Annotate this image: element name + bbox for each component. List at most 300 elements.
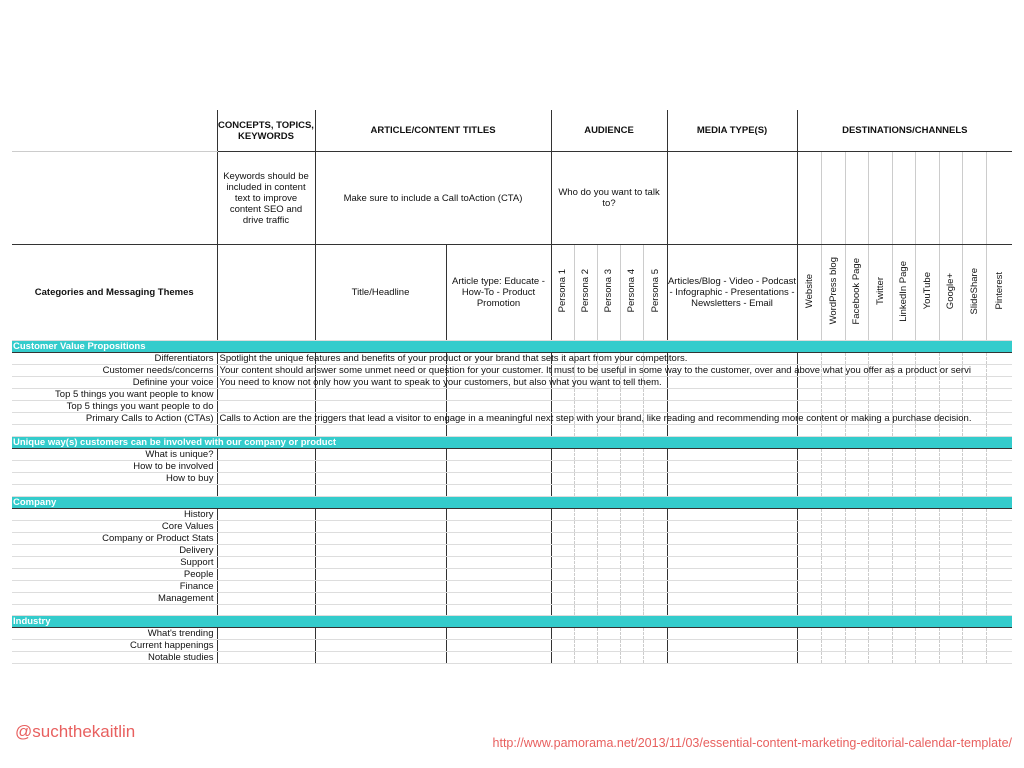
- sheet-cell[interactable]: [315, 628, 446, 640]
- sheet-cell[interactable]: [446, 448, 551, 460]
- sheet-cell[interactable]: [620, 532, 643, 544]
- sheet-cell[interactable]: [939, 389, 962, 401]
- sheet-cell[interactable]: [620, 460, 643, 472]
- sheet-cell[interactable]: [821, 532, 845, 544]
- sheet-cell[interactable]: [620, 472, 643, 484]
- sheet-cell[interactable]: [797, 460, 821, 472]
- sheet-cell[interactable]: [962, 508, 986, 520]
- sheet-cell[interactable]: [446, 401, 551, 413]
- sheet-cell[interactable]: [962, 568, 986, 580]
- sheet-cell[interactable]: [845, 389, 868, 401]
- sheet-cell[interactable]: [986, 580, 1012, 592]
- sheet-cell[interactable]: [939, 425, 962, 437]
- sheet-cell[interactable]: [597, 532, 620, 544]
- sheet-cell[interactable]: [939, 353, 962, 365]
- sheet-cell[interactable]: [574, 604, 597, 616]
- sheet-cell[interactable]: [939, 556, 962, 568]
- sheet-cell[interactable]: [986, 604, 1012, 616]
- sheet-cell[interactable]: [667, 640, 797, 652]
- sheet-cell[interactable]: [845, 401, 868, 413]
- sheet-cell[interactable]: [551, 568, 574, 580]
- sheet-cell[interactable]: [986, 568, 1012, 580]
- sheet-cell[interactable]: [551, 460, 574, 472]
- sheet-cell[interactable]: [597, 484, 620, 496]
- sheet-cell[interactable]: [643, 508, 667, 520]
- sheet-cell[interactable]: [892, 508, 915, 520]
- sheet-cell[interactable]: [597, 640, 620, 652]
- sheet-cell[interactable]: [446, 556, 551, 568]
- sheet-cell[interactable]: [597, 556, 620, 568]
- sheet-cell[interactable]: [446, 640, 551, 652]
- sheet-cell[interactable]: [821, 604, 845, 616]
- sheet-cell[interactable]: [845, 484, 868, 496]
- sheet-cell[interactable]: [939, 484, 962, 496]
- sheet-cell[interactable]: [892, 377, 915, 389]
- sheet-cell[interactable]: [915, 592, 939, 604]
- sheet-cell[interactable]: [915, 652, 939, 664]
- sheet-cell[interactable]: [620, 389, 643, 401]
- sheet-cell[interactable]: [962, 556, 986, 568]
- sheet-cell[interactable]: [574, 448, 597, 460]
- sheet-cell[interactable]: [551, 389, 574, 401]
- sheet-cell[interactable]: [892, 652, 915, 664]
- sheet-cell[interactable]: [667, 544, 797, 556]
- sheet-cell[interactable]: [915, 628, 939, 640]
- sheet-cell[interactable]: [551, 652, 574, 664]
- sheet-cell[interactable]: [797, 604, 821, 616]
- sheet-cell[interactable]: [962, 448, 986, 460]
- sheet-cell[interactable]: [821, 401, 845, 413]
- sheet-cell[interactable]: [868, 377, 892, 389]
- sheet-cell[interactable]: [892, 532, 915, 544]
- sheet-cell[interactable]: [821, 652, 845, 664]
- sheet-cell[interactable]: [845, 592, 868, 604]
- sheet-cell[interactable]: [551, 544, 574, 556]
- sheet-cell[interactable]: [845, 604, 868, 616]
- sheet-cell[interactable]: [574, 628, 597, 640]
- sheet-cell[interactable]: [986, 389, 1012, 401]
- sheet-cell[interactable]: [962, 353, 986, 365]
- sheet-cell[interactable]: [315, 652, 446, 664]
- concept-cell[interactable]: [217, 568, 315, 580]
- sheet-cell[interactable]: [915, 556, 939, 568]
- sheet-cell[interactable]: [315, 532, 446, 544]
- sheet-cell[interactable]: [620, 508, 643, 520]
- sheet-cell[interactable]: [446, 460, 551, 472]
- sheet-cell[interactable]: [868, 592, 892, 604]
- sheet-cell[interactable]: [315, 604, 446, 616]
- sheet-cell[interactable]: [868, 353, 892, 365]
- sheet-cell[interactable]: [845, 472, 868, 484]
- sheet-cell[interactable]: [962, 425, 986, 437]
- sheet-cell[interactable]: [892, 556, 915, 568]
- sheet-cell[interactable]: [667, 472, 797, 484]
- sheet-cell[interactable]: [939, 520, 962, 532]
- sheet-cell[interactable]: [986, 508, 1012, 520]
- sheet-cell[interactable]: [892, 448, 915, 460]
- sheet-cell[interactable]: [667, 520, 797, 532]
- sheet-cell[interactable]: [915, 484, 939, 496]
- sheet-cell[interactable]: [915, 353, 939, 365]
- concept-cell[interactable]: [217, 448, 315, 460]
- sheet-cell[interactable]: [962, 472, 986, 484]
- sheet-cell[interactable]: [315, 460, 446, 472]
- sheet-cell[interactable]: [446, 425, 551, 437]
- sheet-cell[interactable]: [551, 628, 574, 640]
- sheet-cell[interactable]: [915, 377, 939, 389]
- sheet-cell[interactable]: [597, 448, 620, 460]
- sheet-cell[interactable]: [446, 652, 551, 664]
- sheet-cell[interactable]: [845, 520, 868, 532]
- sheet-cell[interactable]: [551, 425, 574, 437]
- sheet-cell[interactable]: [620, 556, 643, 568]
- sheet-cell[interactable]: [797, 652, 821, 664]
- sheet-cell[interactable]: [446, 508, 551, 520]
- sheet-cell[interactable]: [574, 592, 597, 604]
- sheet-cell[interactable]: [574, 568, 597, 580]
- sheet-cell[interactable]: [868, 604, 892, 616]
- concept-cell[interactable]: [217, 592, 315, 604]
- sheet-cell[interactable]: [446, 604, 551, 616]
- sheet-cell[interactable]: [821, 472, 845, 484]
- sheet-cell[interactable]: [597, 460, 620, 472]
- sheet-cell[interactable]: [315, 568, 446, 580]
- sheet-cell[interactable]: [915, 520, 939, 532]
- sheet-cell[interactable]: [845, 425, 868, 437]
- sheet-cell[interactable]: [868, 580, 892, 592]
- sheet-cell[interactable]: [551, 556, 574, 568]
- sheet-cell[interactable]: [643, 520, 667, 532]
- sheet-cell[interactable]: [551, 484, 574, 496]
- sheet-cell[interactable]: [962, 604, 986, 616]
- sheet-cell[interactable]: [915, 508, 939, 520]
- sheet-cell[interactable]: [551, 508, 574, 520]
- concept-cell[interactable]: [217, 532, 315, 544]
- concept-cell[interactable]: Your content should answer some unmet need or question for your customer. It must to be useful in some way to the customer, over and above what you offer as a product or servi: [217, 365, 315, 377]
- sheet-cell[interactable]: [667, 592, 797, 604]
- sheet-cell[interactable]: [597, 580, 620, 592]
- sheet-cell[interactable]: [821, 628, 845, 640]
- sheet-cell[interactable]: [797, 628, 821, 640]
- sheet-cell[interactable]: [915, 448, 939, 460]
- sheet-cell[interactable]: [446, 544, 551, 556]
- sheet-cell[interactable]: [551, 532, 574, 544]
- concept-cell[interactable]: [217, 425, 315, 437]
- sheet-cell[interactable]: [797, 484, 821, 496]
- sheet-cell[interactable]: [797, 640, 821, 652]
- sheet-cell[interactable]: [797, 448, 821, 460]
- sheet-cell[interactable]: [962, 640, 986, 652]
- sheet-cell[interactable]: [962, 592, 986, 604]
- sheet-cell[interactable]: [845, 580, 868, 592]
- sheet-cell[interactable]: [821, 448, 845, 460]
- sheet-cell[interactable]: [868, 520, 892, 532]
- sheet-cell[interactable]: [667, 556, 797, 568]
- sheet-cell[interactable]: [986, 413, 1012, 425]
- sheet-cell[interactable]: [962, 544, 986, 556]
- sheet-cell[interactable]: [821, 544, 845, 556]
- sheet-cell[interactable]: [667, 508, 797, 520]
- sheet-cell[interactable]: [643, 484, 667, 496]
- sheet-cell[interactable]: [915, 389, 939, 401]
- concept-cell[interactable]: [217, 389, 315, 401]
- sheet-cell[interactable]: [892, 604, 915, 616]
- sheet-cell[interactable]: [892, 353, 915, 365]
- sheet-cell[interactable]: [962, 401, 986, 413]
- sheet-cell[interactable]: [986, 460, 1012, 472]
- sheet-cell[interactable]: [667, 460, 797, 472]
- sheet-cell[interactable]: [939, 472, 962, 484]
- sheet-cell[interactable]: [986, 365, 1012, 377]
- sheet-cell[interactable]: [797, 353, 821, 365]
- concept-cell[interactable]: [217, 652, 315, 664]
- sheet-cell[interactable]: [643, 532, 667, 544]
- sheet-cell[interactable]: [962, 628, 986, 640]
- sheet-cell[interactable]: [892, 640, 915, 652]
- concept-cell[interactable]: [217, 460, 315, 472]
- sheet-cell[interactable]: [620, 652, 643, 664]
- sheet-cell[interactable]: [574, 580, 597, 592]
- sheet-cell[interactable]: [446, 520, 551, 532]
- sheet-cell[interactable]: [643, 604, 667, 616]
- sheet-cell[interactable]: [574, 652, 597, 664]
- sheet-cell[interactable]: [620, 628, 643, 640]
- sheet-cell[interactable]: [597, 389, 620, 401]
- sheet-cell[interactable]: [551, 520, 574, 532]
- sheet-cell[interactable]: [939, 448, 962, 460]
- sheet-cell[interactable]: [574, 472, 597, 484]
- sheet-cell[interactable]: [962, 460, 986, 472]
- concept-cell[interactable]: [217, 544, 315, 556]
- sheet-cell[interactable]: [845, 652, 868, 664]
- sheet-cell[interactable]: [315, 484, 446, 496]
- sheet-cell[interactable]: [315, 580, 446, 592]
- sheet-cell[interactable]: [868, 568, 892, 580]
- sheet-cell[interactable]: [597, 568, 620, 580]
- sheet-cell[interactable]: [986, 484, 1012, 496]
- sheet-cell[interactable]: [643, 580, 667, 592]
- sheet-cell[interactable]: [939, 377, 962, 389]
- sheet-cell[interactable]: [845, 544, 868, 556]
- sheet-cell[interactable]: [643, 568, 667, 580]
- sheet-cell[interactable]: [574, 532, 597, 544]
- sheet-cell[interactable]: [845, 628, 868, 640]
- sheet-cell[interactable]: [597, 508, 620, 520]
- sheet-cell[interactable]: [939, 580, 962, 592]
- sheet-cell[interactable]: [551, 604, 574, 616]
- sheet-cell[interactable]: [797, 532, 821, 544]
- source-url[interactable]: http://www.pamorama.net/2013/11/03/essential-content-marketing-editorial-calendar-template/: [492, 736, 1012, 750]
- sheet-cell[interactable]: [797, 580, 821, 592]
- sheet-cell[interactable]: [620, 580, 643, 592]
- sheet-cell[interactable]: [620, 640, 643, 652]
- sheet-cell[interactable]: [667, 377, 797, 389]
- sheet-cell[interactable]: [821, 389, 845, 401]
- sheet-cell[interactable]: [915, 544, 939, 556]
- sheet-cell[interactable]: [986, 532, 1012, 544]
- sheet-cell[interactable]: [939, 568, 962, 580]
- sheet-cell[interactable]: [821, 353, 845, 365]
- sheet-cell[interactable]: [667, 652, 797, 664]
- sheet-cell[interactable]: [962, 532, 986, 544]
- sheet-cell[interactable]: [915, 532, 939, 544]
- sheet-cell[interactable]: [643, 460, 667, 472]
- sheet-cell[interactable]: [939, 544, 962, 556]
- sheet-cell[interactable]: [939, 604, 962, 616]
- sheet-cell[interactable]: [821, 520, 845, 532]
- sheet-cell[interactable]: [868, 425, 892, 437]
- sheet-cell[interactable]: [315, 425, 446, 437]
- sheet-cell[interactable]: [868, 640, 892, 652]
- sheet-cell[interactable]: [446, 580, 551, 592]
- sheet-cell[interactable]: [868, 652, 892, 664]
- sheet-cell[interactable]: [597, 604, 620, 616]
- sheet-cell[interactable]: [821, 377, 845, 389]
- sheet-cell[interactable]: [821, 460, 845, 472]
- sheet-cell[interactable]: [797, 401, 821, 413]
- sheet-cell[interactable]: [868, 544, 892, 556]
- sheet-cell[interactable]: [821, 484, 845, 496]
- sheet-cell[interactable]: [986, 377, 1012, 389]
- sheet-cell[interactable]: [986, 652, 1012, 664]
- sheet-cell[interactable]: [892, 389, 915, 401]
- sheet-cell[interactable]: [574, 389, 597, 401]
- sheet-cell[interactable]: [845, 556, 868, 568]
- concept-cell[interactable]: Calls to Action are the triggers that lead a visitor to engage in a meaningful next step with your brand, like reading and recommending more content or making a purchase decision.: [217, 413, 315, 425]
- sheet-cell[interactable]: [797, 592, 821, 604]
- sheet-cell[interactable]: [446, 389, 551, 401]
- sheet-cell[interactable]: [986, 353, 1012, 365]
- concept-cell[interactable]: Spotlight the unique features and benefits of your product or your brand that sets it apart from your competitors.: [217, 353, 315, 365]
- sheet-cell[interactable]: [915, 401, 939, 413]
- sheet-cell[interactable]: [845, 353, 868, 365]
- sheet-cell[interactable]: [446, 628, 551, 640]
- sheet-cell[interactable]: [892, 592, 915, 604]
- sheet-cell[interactable]: [597, 401, 620, 413]
- sheet-cell[interactable]: [574, 425, 597, 437]
- sheet-cell[interactable]: [821, 568, 845, 580]
- sheet-cell[interactable]: [845, 532, 868, 544]
- sheet-cell[interactable]: [446, 532, 551, 544]
- sheet-cell[interactable]: [915, 460, 939, 472]
- sheet-cell[interactable]: [667, 401, 797, 413]
- sheet-cell[interactable]: [868, 401, 892, 413]
- sheet-cell[interactable]: [892, 484, 915, 496]
- sheet-cell[interactable]: [986, 640, 1012, 652]
- sheet-cell[interactable]: [620, 604, 643, 616]
- sheet-cell[interactable]: [892, 544, 915, 556]
- sheet-cell[interactable]: [667, 604, 797, 616]
- sheet-cell[interactable]: [643, 401, 667, 413]
- sheet-cell[interactable]: [915, 472, 939, 484]
- sheet-cell[interactable]: [315, 556, 446, 568]
- sheet-cell[interactable]: [892, 520, 915, 532]
- sheet-cell[interactable]: [986, 472, 1012, 484]
- sheet-cell[interactable]: [643, 628, 667, 640]
- sheet-cell[interactable]: [915, 568, 939, 580]
- sheet-cell[interactable]: [667, 389, 797, 401]
- sheet-cell[interactable]: [821, 556, 845, 568]
- sheet-cell[interactable]: [892, 628, 915, 640]
- sheet-cell[interactable]: [643, 652, 667, 664]
- sheet-cell[interactable]: [939, 652, 962, 664]
- sheet-cell[interactable]: [986, 425, 1012, 437]
- sheet-cell[interactable]: [551, 472, 574, 484]
- sheet-cell[interactable]: [551, 592, 574, 604]
- sheet-cell[interactable]: [797, 556, 821, 568]
- sheet-cell[interactable]: [892, 401, 915, 413]
- sheet-cell[interactable]: [620, 520, 643, 532]
- sheet-cell[interactable]: [845, 508, 868, 520]
- sheet-cell[interactable]: [797, 568, 821, 580]
- sheet-cell[interactable]: [868, 472, 892, 484]
- sheet-cell[interactable]: [597, 652, 620, 664]
- sheet-cell[interactable]: [643, 425, 667, 437]
- sheet-cell[interactable]: [551, 448, 574, 460]
- sheet-cell[interactable]: [315, 448, 446, 460]
- sheet-cell[interactable]: [643, 472, 667, 484]
- sheet-cell[interactable]: [446, 484, 551, 496]
- sheet-cell[interactable]: [315, 592, 446, 604]
- sheet-cell[interactable]: [939, 628, 962, 640]
- sheet-cell[interactable]: [915, 604, 939, 616]
- sheet-cell[interactable]: [797, 508, 821, 520]
- sheet-cell[interactable]: [821, 508, 845, 520]
- sheet-cell[interactable]: [643, 556, 667, 568]
- sheet-cell[interactable]: [868, 628, 892, 640]
- concept-cell[interactable]: [217, 556, 315, 568]
- sheet-cell[interactable]: [868, 389, 892, 401]
- sheet-cell[interactable]: [315, 401, 446, 413]
- sheet-cell[interactable]: [574, 520, 597, 532]
- sheet-cell[interactable]: [821, 640, 845, 652]
- sheet-cell[interactable]: [643, 389, 667, 401]
- concept-cell[interactable]: [217, 472, 315, 484]
- concept-cell[interactable]: You need to know not only how you want to speak to your customers, but also what you want to tell them.: [217, 377, 315, 389]
- sheet-cell[interactable]: [868, 508, 892, 520]
- sheet-cell[interactable]: [986, 592, 1012, 604]
- sheet-cell[interactable]: [915, 640, 939, 652]
- sheet-cell[interactable]: [620, 568, 643, 580]
- sheet-cell[interactable]: [315, 389, 446, 401]
- sheet-cell[interactable]: [892, 472, 915, 484]
- sheet-cell[interactable]: [574, 401, 597, 413]
- sheet-cell[interactable]: [667, 568, 797, 580]
- sheet-cell[interactable]: [868, 556, 892, 568]
- sheet-cell[interactable]: [892, 568, 915, 580]
- sheet-cell[interactable]: [597, 520, 620, 532]
- sheet-cell[interactable]: [986, 401, 1012, 413]
- sheet-cell[interactable]: [315, 508, 446, 520]
- sheet-cell[interactable]: [962, 520, 986, 532]
- sheet-cell[interactable]: [915, 425, 939, 437]
- sheet-cell[interactable]: [315, 520, 446, 532]
- sheet-cell[interactable]: [939, 401, 962, 413]
- sheet-cell[interactable]: [797, 389, 821, 401]
- sheet-cell[interactable]: [892, 425, 915, 437]
- sheet-cell[interactable]: [962, 389, 986, 401]
- sheet-cell[interactable]: [821, 580, 845, 592]
- sheet-cell[interactable]: [939, 532, 962, 544]
- sheet-cell[interactable]: [446, 592, 551, 604]
- concept-cell[interactable]: [217, 484, 315, 496]
- sheet-cell[interactable]: [597, 592, 620, 604]
- sheet-cell[interactable]: [797, 377, 821, 389]
- concept-cell[interactable]: [217, 520, 315, 532]
- sheet-cell[interactable]: [315, 472, 446, 484]
- sheet-cell[interactable]: [446, 568, 551, 580]
- concept-cell[interactable]: [217, 640, 315, 652]
